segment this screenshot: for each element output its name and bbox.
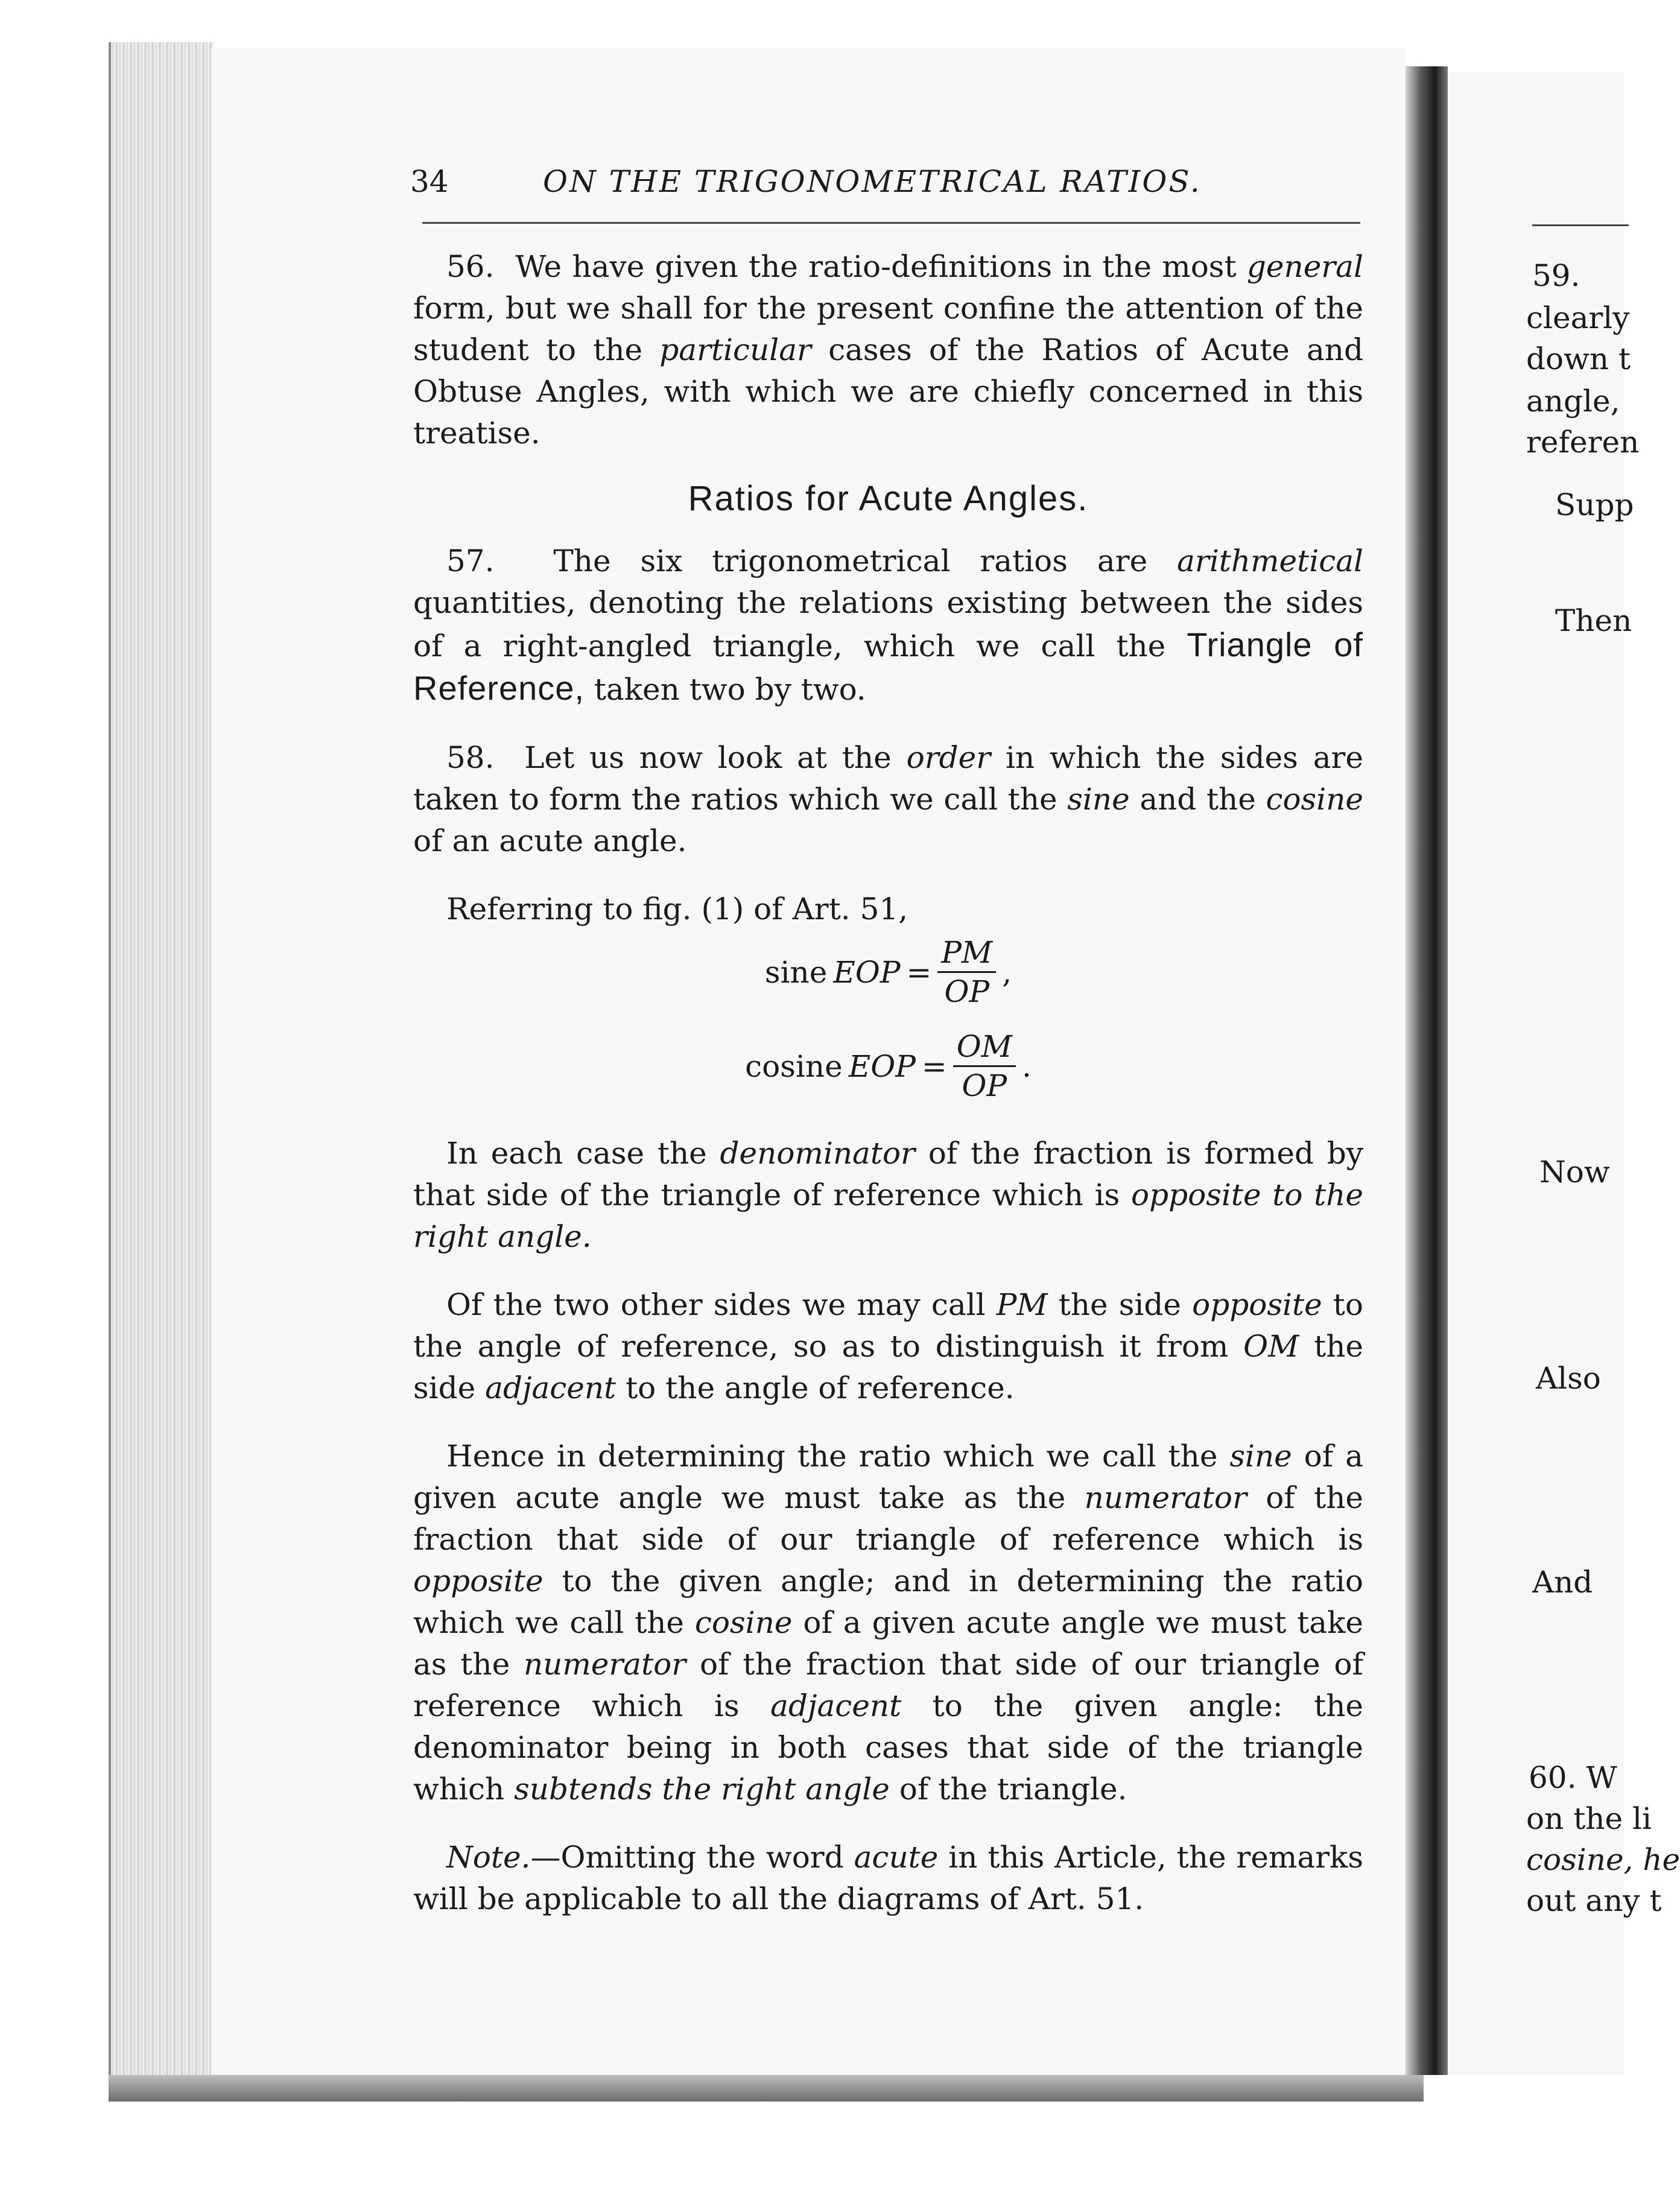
article-56	[413, 246, 1363, 454]
note-paragraph	[413, 1837, 1363, 1920]
article-57	[413, 540, 1363, 711]
two-sides-paragraph	[413, 1284, 1363, 1409]
formula-punctuation: ,	[1002, 954, 1012, 990]
text-run: to the angle of reference, so as to distinguish it from	[413, 1287, 1364, 1364]
text-run: the side	[413, 1329, 1363, 1405]
text-run: Hence in determining the ratio which we call the	[446, 1439, 1230, 1474]
italic-run: PM	[996, 1287, 1048, 1322]
page-stack-edge	[109, 42, 214, 2099]
facing-page-line: clearly	[1526, 300, 1630, 335]
formula-equals: =	[906, 954, 932, 990]
italic-run: sine	[1067, 782, 1130, 817]
sine-formula	[413, 934, 1363, 1024]
facing-page-line: And	[1532, 1565, 1593, 1600]
text-run: of the fraction that side of our triangle of reference which is	[413, 1480, 1363, 1557]
running-head	[410, 158, 1363, 206]
article-number: 57.	[446, 543, 495, 578]
text-run: Let us now look at the	[524, 740, 907, 775]
article-58	[413, 737, 1363, 862]
article-number: 56.	[446, 249, 495, 284]
running-title: ON THE TRIGONOMETRICAL RATIOS.	[543, 164, 1202, 199]
italic-run: acute	[854, 1840, 939, 1875]
text-run: of the fraction is formed by that side of the triangle of reference which is	[413, 1136, 1364, 1212]
formula-angle: EOP	[848, 1048, 916, 1084]
italic-run: general	[1246, 249, 1363, 284]
text-run: cases of the Ratios of Acute and Obtuse Angles, with which we are chiefly concerned in this treatise.	[413, 332, 1363, 451]
text-run: We have given the ratio-definitions in the most	[515, 249, 1247, 284]
text-run: in which the sides are taken to form the ratios which we call the	[413, 740, 1363, 817]
facing-page-line: on the li	[1526, 1801, 1652, 1836]
italic-run: cosine	[1266, 782, 1363, 817]
text-run: in this Article, the remarks will be applicable to all the diagrams of Art. 51.	[413, 1840, 1364, 1916]
formula-label: cosine	[745, 1048, 843, 1084]
italic-run: sine	[1229, 1439, 1292, 1474]
text-run: —Omitting the word	[530, 1840, 854, 1875]
italic-run: arithmetical	[1177, 543, 1363, 578]
text-run: of a given acute angle we must take as the	[413, 1605, 1363, 1682]
note-label: Note.	[446, 1840, 531, 1875]
referring-line: Referring to fig. (1) of Art. 51,	[446, 892, 908, 927]
italic-run: opposite	[1192, 1287, 1322, 1322]
italic-run: OM	[1243, 1329, 1299, 1364]
italic-run: particular	[659, 332, 811, 367]
formula-label: sine	[764, 954, 828, 990]
facing-page-line: 60. W	[1529, 1760, 1617, 1795]
facing-page-line: cosine, he	[1526, 1842, 1680, 1877]
page-number: 34	[410, 164, 449, 199]
text-run: the side	[1047, 1287, 1193, 1322]
facing-page-line: down t	[1526, 341, 1631, 376]
facing-page-line: Then	[1555, 603, 1632, 638]
text-run: of the triangle.	[889, 1772, 1127, 1807]
fraction-denominator: OP	[944, 974, 990, 1009]
text-run: taken two by two.	[584, 672, 866, 707]
text-run: The six trigonometrical ratios are	[553, 543, 1178, 578]
denominator-paragraph	[413, 1133, 1363, 1258]
fraction	[953, 1028, 1016, 1104]
text-run: form, but we shall for the present confine the attention of the student to the	[413, 291, 1363, 367]
italic-run: adjacent	[770, 1688, 902, 1723]
facing-page-line: angle,	[1526, 384, 1620, 419]
book-gutter-shadow	[1406, 66, 1448, 2075]
text-run: to the angle of reference.	[616, 1370, 1015, 1405]
section-heading: Ratios for Acute Angles.	[688, 479, 1089, 518]
formula-punctuation: .	[1021, 1048, 1032, 1084]
text-run: quantities, denoting the relations existing between the sides of a right-angled triangle, which we call the	[413, 585, 1363, 664]
cosine-formula	[413, 1028, 1363, 1118]
article-number: 58.	[446, 740, 495, 775]
text-run: of the fraction that side of our triangle of reference which is	[413, 1647, 1363, 1723]
italic-run: denominator	[720, 1136, 915, 1171]
facing-page-line: out any t	[1526, 1883, 1662, 1918]
hence-paragraph	[413, 1436, 1363, 1810]
text-run: In each case the	[446, 1136, 720, 1171]
text-run: of an acute angle.	[413, 823, 687, 858]
header-rule	[422, 222, 1360, 224]
italic-run: subtends the right angle	[514, 1772, 890, 1807]
text-run: and the	[1129, 782, 1266, 817]
italic-run: opposite to the right angle.	[413, 1177, 1363, 1254]
italic-run: order	[906, 740, 991, 775]
italic-run: numerator	[523, 1647, 686, 1682]
italic-run: cosine	[694, 1605, 793, 1640]
italic-run: adjacent	[485, 1370, 617, 1405]
facing-page-line: Also	[1536, 1361, 1601, 1396]
text-run: to the given angle; and in determining the ratio which we call the	[413, 1563, 1363, 1640]
facing-page-line: 59.	[1532, 258, 1580, 293]
facing-page-line: Now	[1539, 1155, 1610, 1190]
triangle-of-reference-term: Triangle of Reference,	[413, 626, 1363, 707]
fraction	[937, 934, 996, 1010]
italic-run: numerator	[1084, 1480, 1247, 1515]
text-run: Of the two other sides we may call	[446, 1287, 997, 1322]
fraction-denominator: OP	[962, 1068, 1007, 1103]
text-run: of a given acute angle we must take as the	[413, 1439, 1363, 1515]
text-run: to the given angle: the denominator being in both cases that side of the triangle which	[413, 1688, 1363, 1807]
fraction-numerator: OM	[953, 1028, 1016, 1067]
facing-page-header-rule	[1532, 224, 1629, 226]
book-bottom-edge	[109, 2075, 1424, 2102]
page-body	[413, 246, 1363, 1934]
formula-angle: EOP	[833, 954, 901, 990]
formula-equals: =	[921, 1048, 947, 1084]
fraction-numerator: PM	[937, 934, 996, 973]
facing-page-line: referen	[1526, 425, 1640, 460]
facing-page-line: Supp	[1555, 487, 1634, 522]
italic-run: opposite	[413, 1563, 544, 1598]
